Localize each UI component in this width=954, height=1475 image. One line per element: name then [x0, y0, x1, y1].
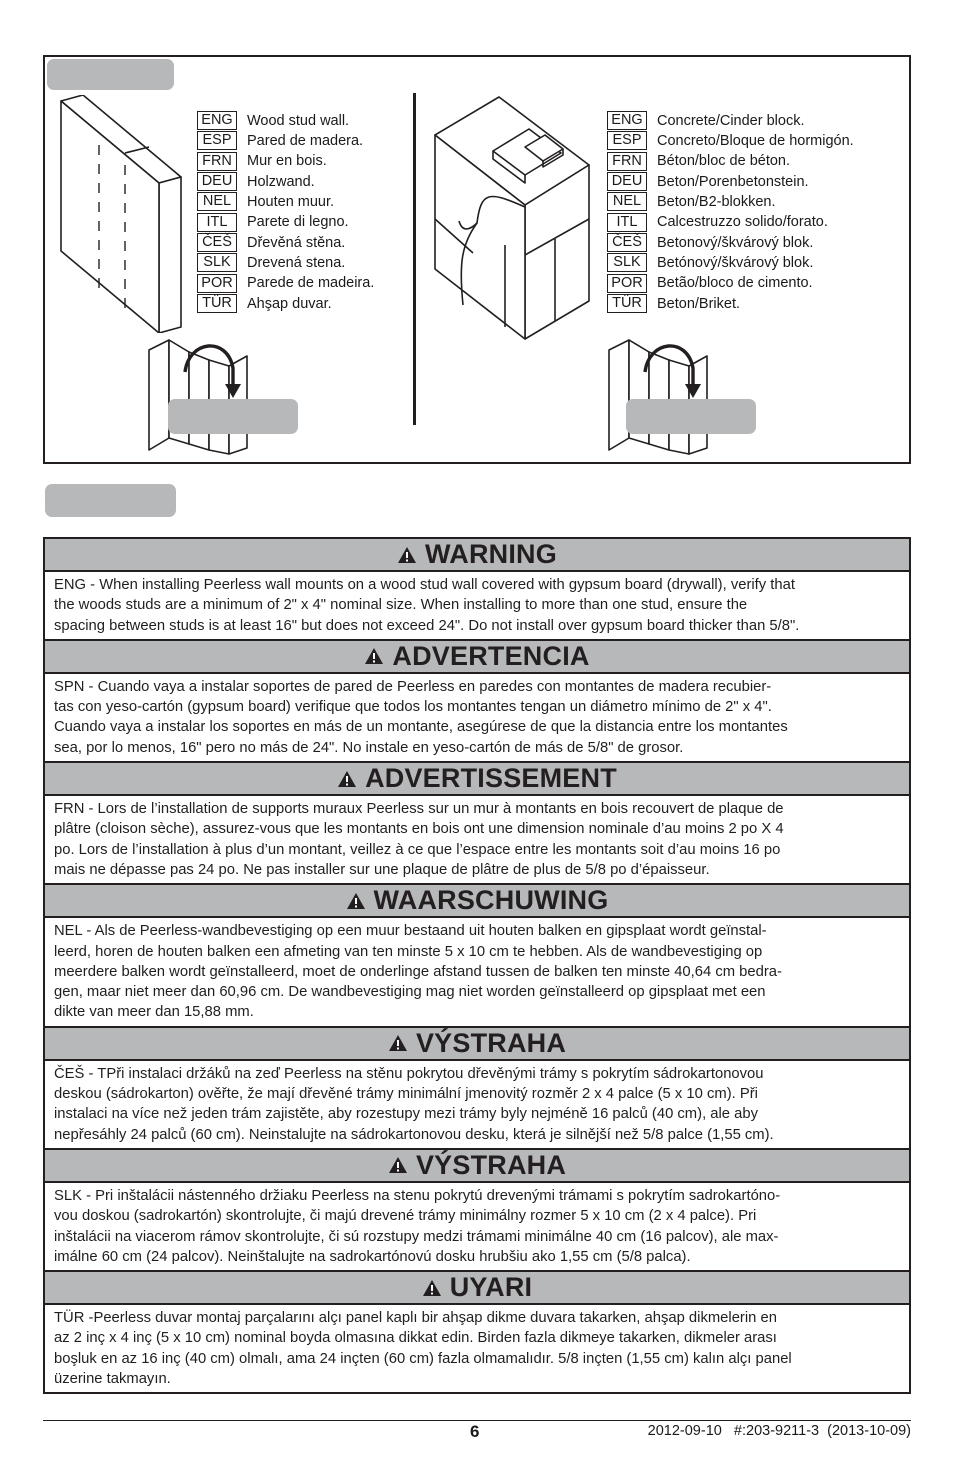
language-text: Wood stud wall. [247, 112, 350, 129]
language-row [197, 192, 374, 212]
warning-header [45, 1272, 909, 1305]
warning-line: imálne 60 cm (24 palcov). Neinštalujte na sadrokartónovú dosku hrubšiu ako 1,55 cm (5/8 palca). [54, 1248, 691, 1265]
language-text: Béton/bloc de béton. [657, 153, 791, 170]
warning-triangle-icon [397, 546, 417, 564]
language-code: ENG [607, 111, 647, 130]
warning-title: WAARSCHUWING [373, 885, 609, 916]
language-code: ENG [197, 111, 237, 130]
language-code: ITL [197, 213, 237, 232]
step-label-pill [47, 59, 174, 90]
language-text: Drevená stena. [247, 254, 346, 271]
page-number: 6 [470, 1422, 480, 1441]
language-text: Ahşap duvar. [247, 295, 332, 312]
language-row [607, 131, 854, 151]
language-text: Mur en bois. [247, 153, 327, 170]
warning-line: az 2 inç x 4 inç (5 x 10 cm) nominal boyda olmasına dikkat edin. Birden fazla dikmeye takarken, dikmeler arası [54, 1330, 777, 1347]
language-row [607, 233, 854, 253]
language-row [197, 233, 374, 253]
language-text: Houten muur. [247, 194, 335, 211]
warning-body [45, 796, 909, 885]
language-row [607, 152, 854, 172]
language-code: ITL [607, 213, 647, 232]
language-code: ESP [607, 131, 647, 150]
language-row [607, 273, 854, 293]
warning-line: sea, por lo menos, 16" pero no más de 24". No instale en yeso-cartón de más de 5/8" de grosor. [54, 739, 684, 756]
warning-header [45, 885, 909, 918]
warning-line: NEL - Als de Peerless-wandbevestiging op een muur bestaand uit houten balken en gipsplaat wordt geïnstal- [54, 923, 767, 940]
language-code: NEL [197, 192, 237, 211]
warning-line: Cuando vaya a instalar los soportes en más de un montante, asegúrese de que la distancia entre los montantes [54, 719, 788, 736]
warning-header [45, 641, 909, 674]
language-row [197, 273, 374, 293]
warning-title: ADVERTISSEMENT [365, 763, 617, 794]
document-reference: 2012-09-10 #:203-9211-3 (2013-10-09) [647, 1423, 911, 1439]
language-row [197, 152, 374, 172]
language-row [607, 172, 854, 192]
concrete-language-list [607, 111, 854, 314]
warning-line: SLK - Pri inštalácii nástenného držiaku Peerless na stenu pokrytú drevenými trámami s pokrytím sadrokartóno- [54, 1187, 781, 1204]
warning-line: inštalácii na viacerom rámov skontrolujte, či sú rozstupy medzi trámami minimálne 40 cm (16 palcov), ale max- [54, 1228, 779, 1245]
language-row [607, 253, 854, 273]
warning-line: TÜR -Peerless duvar montaj parçalarını alçı panel kaplı bir ahşap dikme duvara takarken, ahşap dikmelerin en [54, 1310, 777, 1327]
language-text: Holzwand. [247, 173, 315, 190]
warning-line: meerdere balken wordt geïnstalleerd, moet de onderlinge afstand tussen de balken ten minste 40,64 cm bedra- [54, 963, 782, 980]
warning-body [45, 674, 909, 763]
language-row [197, 131, 374, 151]
wall-type-figure [43, 55, 911, 464]
warning-line: dikte van meer dan 15,88 mm. [54, 1004, 254, 1021]
language-text: Betonový/škvárový blok. [657, 234, 814, 251]
language-code: SLK [197, 253, 237, 272]
warning-triangle-icon [422, 1279, 442, 1297]
language-row [197, 172, 374, 192]
warning-line: gen, maar niet meer dan 60,96 cm. De wandbevestiging mag niet worden geïnstalleerd op gipsplaat met een [54, 984, 766, 1001]
warning-table [43, 537, 911, 1394]
warning-line: SPN - Cuando vaya a instalar soportes de pared de Peerless en paredes con montantes de madera recubier- [54, 678, 772, 695]
wood-stud-wall-illustration [59, 95, 183, 333]
warning-triangle-icon [388, 1156, 408, 1174]
language-text: Betónový/škvárový blok. [657, 254, 814, 271]
footer-rule [43, 1420, 911, 1421]
warning-line: ČEŠ - TPři instalaci držáků na zeď Peerless na stěnu pokrytou dřevěnými trámy s pokrytím sádrokartonovou [54, 1065, 764, 1082]
language-code: ČEŠ [197, 233, 237, 252]
language-row [607, 192, 854, 212]
language-row [197, 294, 374, 314]
language-text: Parete di legno. [247, 214, 349, 231]
warning-triangle-icon [364, 647, 384, 665]
warning-title: ADVERTENCIA [392, 640, 590, 671]
caption-pill-left [168, 399, 298, 434]
language-row [197, 253, 374, 273]
warning-title: VÝSTRAHA [415, 1149, 567, 1180]
warning-line: deskou (sádrokarton) ověřte, že mají dřevěné trámy minimální jmenovitý rozměr 2 x 4 palce (5 x 10 cm). Při [54, 1086, 758, 1103]
warning-line: ENG - When installing Peerless wall mounts on a wood stud wall covered with gypsum board (drywall), verify that [54, 577, 795, 593]
concrete-block-illustration [433, 95, 593, 341]
language-text: Concreto/Bloque de hormigón. [657, 133, 854, 150]
warning-line: mais ne dépasse pas 24 po. Ne pas installer sur une plaque de plâtre de plus de 5/8 po d’épaisseur. [54, 861, 710, 878]
language-code: POR [607, 274, 647, 293]
language-code: DEU [607, 172, 647, 191]
warning-line: nepřesáhly 24 palců (60 cm). Neinstalujte na sádrokartonovou desku, která je silnější než 5/8 palce (1,55 cm). [54, 1126, 774, 1143]
warning-triangle-icon [388, 1034, 408, 1052]
wood-wall-language-list [197, 111, 374, 314]
warning-body [45, 1305, 909, 1394]
warning-body [45, 1183, 909, 1272]
warning-header [45, 1028, 909, 1061]
language-row [607, 212, 854, 232]
language-text: Parede de madeira. [247, 275, 375, 292]
language-text: Beton/Porenbetonstein. [657, 173, 809, 190]
language-text: Pared de madera. [247, 133, 364, 150]
language-row [607, 294, 854, 314]
language-code: TÜR [607, 294, 647, 313]
warning-line: po. Lors de l’installation à plus d’un montant, veillez à ce que l’espace entre les montants soit d’au moins 16 po [54, 841, 781, 858]
language-text: Beton/Briket. [657, 295, 741, 312]
warning-body [45, 572, 909, 641]
warning-line: boşluk en az 16 inç (40 cm) olmalı, ama 24 inçten (60 cm) fazla olmamalıdır. 5/8 inçten (1,55 cm) kalın alçı panel [54, 1350, 792, 1367]
language-text: Concrete/Cinder block. [657, 112, 805, 129]
panel-divider [413, 93, 416, 425]
section-label-pill [45, 484, 176, 517]
language-text: Betão/bloco de cimento. [657, 275, 813, 292]
warning-line: tas con yeso-cartón (gypsum board) verifique que todos los montantes tengan un diámetro mínimo de 2" x 4". [54, 699, 772, 716]
language-code: ESP [197, 131, 237, 150]
page-turn-icon [607, 332, 717, 458]
warning-body [45, 1061, 909, 1150]
language-code: FRN [607, 152, 647, 171]
warning-header [45, 763, 909, 796]
warning-line: spacing between studs is at least 16" but does not exceed 24". Do not install over gypsum board thicker than 5/8". [54, 617, 800, 634]
warning-header [45, 1150, 909, 1183]
language-text: Dřevěná stěna. [247, 234, 346, 251]
language-code: ČEŠ [607, 233, 647, 252]
language-code: TÜR [197, 294, 237, 313]
language-row [197, 111, 374, 131]
warning-line: leerd, horen de houten balken een afmeting van ten minste 5 x 10 cm te hebben. Als de wandbevestiging op [54, 943, 763, 960]
caption-pill-right [626, 399, 756, 434]
language-row [607, 111, 854, 131]
language-code: SLK [607, 253, 647, 272]
language-text: Beton/B2-blokken. [657, 194, 776, 211]
language-text: Calcestruzzo solido/forato. [657, 214, 828, 231]
language-row [197, 212, 374, 232]
warning-line: üzerine takmayın. [54, 1371, 171, 1388]
warning-line: FRN - Lors de l’installation de supports muraux Peerless sur un mur à montants en bois recouvert de plaque de [54, 801, 784, 818]
language-code: POR [197, 274, 237, 293]
warning-line: plâtre (cloison sèche), assurez-vous que les montants en bois ont une dimension nominale d’au moins 2 po X 4 [54, 821, 784, 838]
warning-title: UYARI [449, 1272, 533, 1303]
warning-line: vou doskou (sadrokartón) skontrolujte, či majú drevené trámy minimálny rozmer 5 x 10 cm (2 x 4 palce). Pri [54, 1208, 757, 1225]
language-code: FRN [197, 152, 237, 171]
warning-triangle-icon [337, 770, 357, 788]
warning-triangle-icon [346, 892, 366, 910]
language-code: DEU [197, 172, 237, 191]
warning-title: WARNING [425, 539, 557, 569]
language-code: NEL [607, 192, 647, 211]
page-turn-icon [147, 332, 257, 458]
warning-line: instalaci na více než jeden trám zajistěte, aby rozestupy mezi trámy byly nejméně 16 palců (40 cm), ale aby [54, 1106, 759, 1123]
warning-body [45, 918, 909, 1027]
warning-line: the woods studs are a minimum of 2" x 4" nominal size. When installing to more than one stud, ensure the [54, 597, 748, 614]
warning-header [45, 539, 909, 572]
warning-title: VÝSTRAHA [415, 1027, 567, 1058]
